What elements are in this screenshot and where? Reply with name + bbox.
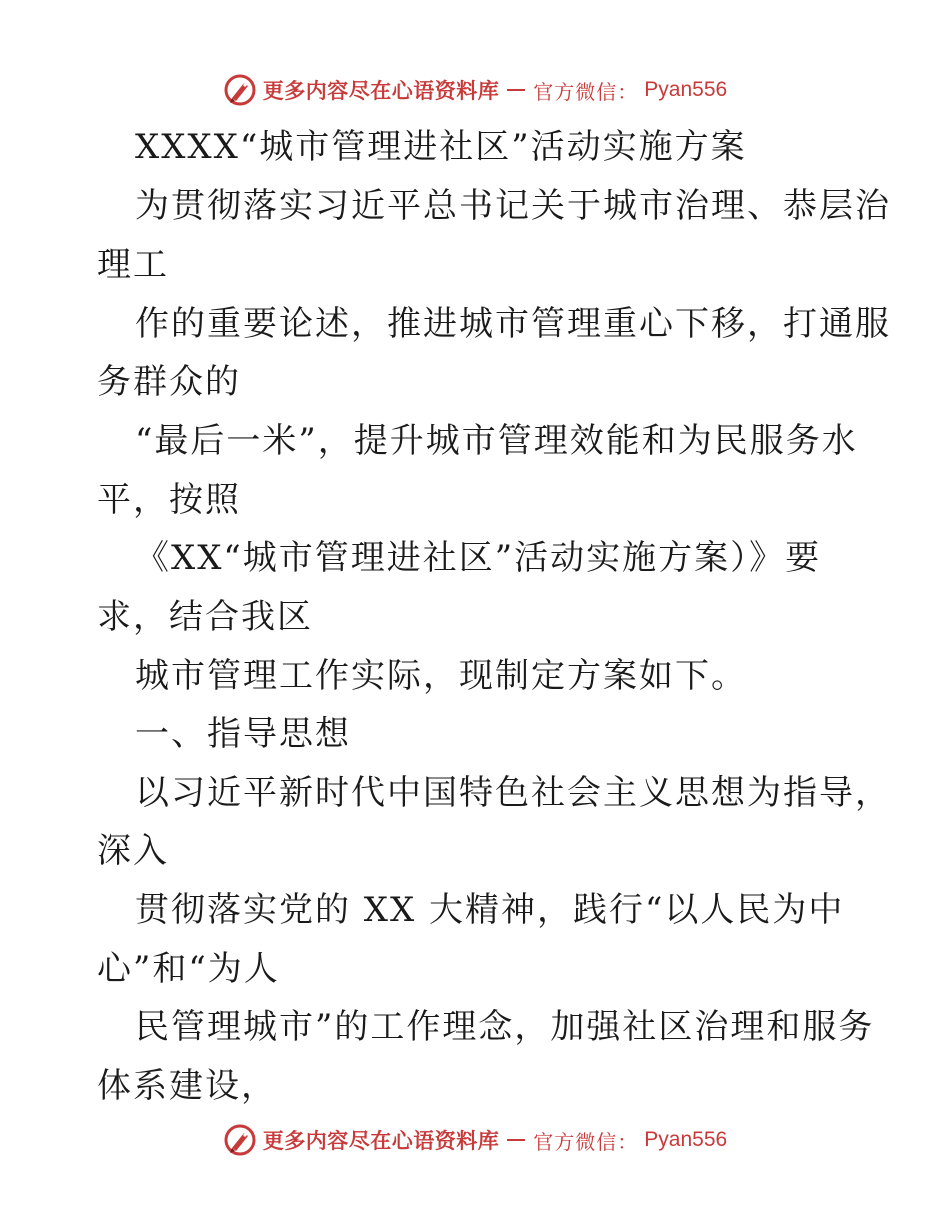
document-title: XXXX“城市管理进社区”活动实施方案: [135, 127, 747, 167]
paragraph-line: “最后一米”，提升城市管理效能和为民服务水: [135, 421, 858, 461]
header-official-label: 官方微信：: [533, 79, 639, 104]
paragraph-line: 平，按照: [97, 480, 241, 520]
footer-banner: [0, 1122, 950, 1158]
footer-dash: [507, 1139, 525, 1141]
header-dash: [507, 89, 525, 91]
paragraph-line: 体系建设，: [97, 1066, 277, 1106]
paragraph-line: 《XX“城市管理进社区”活动实施方案）》要: [135, 538, 822, 578]
header-wechat-id: Pyan556: [644, 78, 728, 101]
paragraph-line: 以习近平新时代中国特色社会主义思想为指导，: [135, 773, 891, 813]
footer-site-text: 更多内容尽在心语资料库: [262, 1128, 500, 1153]
footer-wechat-id: Pyan556: [644, 1128, 728, 1151]
pen-logo-icon: [223, 73, 257, 107]
paragraph-line: 心”和“为人: [97, 949, 280, 989]
paragraph-line: 贯彻落实党的 XX 大精神，践行“以人民为中: [135, 890, 845, 930]
header-site-text: 更多内容尽在心语资料库: [262, 78, 500, 103]
header-banner: [0, 72, 950, 108]
paragraph-line: 为贯彻落实习近平总书记关于城市治理、恭层治: [135, 186, 891, 226]
paragraph-line: 城市管理工作实际，现制定方案如下。: [135, 656, 747, 696]
paragraph-line: 求，结合我区: [97, 597, 313, 637]
paragraph-line: 理工: [97, 245, 169, 285]
footer-official-label: 官方微信：: [533, 1129, 639, 1154]
pen-logo-icon: [223, 1123, 257, 1157]
paragraph-line: 深入: [97, 831, 169, 871]
paragraph-line: 民管理城市”的工作理念，加强社区治理和服务: [135, 1007, 875, 1047]
paragraph-line: 作的重要论述，推进城市管理重心下移，打通服: [135, 304, 891, 344]
section-heading: 一、指导思想: [135, 714, 351, 754]
paragraph-line: 务群众的: [97, 362, 241, 402]
